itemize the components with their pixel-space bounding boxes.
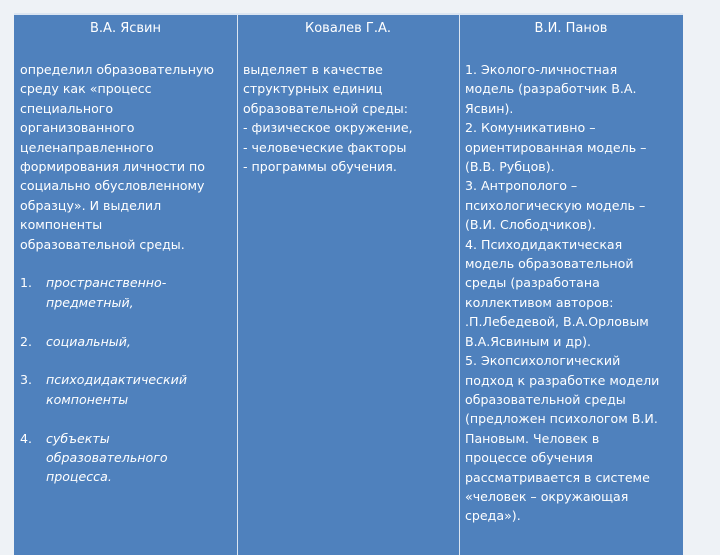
item-text: субъекты образовательного процесса. — [46, 430, 168, 485]
item-text: психодидактический компоненты — [46, 372, 188, 407]
item-text: пространственно- предметный, — [46, 275, 167, 310]
header-kovalev: Ковалев Г.А. — [305, 21, 391, 36]
component-list — [20, 273, 231, 486]
header-yasvin: В.А. Ясвин — [90, 21, 161, 36]
column-kovalev — [237, 15, 460, 555]
column-panov — [459, 15, 683, 555]
list-item — [20, 273, 231, 312]
comparison-table — [14, 13, 683, 555]
yasvin-text: определил образовательную среду как «процесс специального организованного целенаправленного формирования личности по социально обусловленному образцу». И выделил компоненты образовательной среды. — [20, 62, 214, 252]
column-yasvin — [14, 15, 238, 555]
item-text: социальный, — [46, 333, 131, 349]
item-number: 1. — [20, 275, 33, 291]
panov-text: 1. Эколого-личностная модель (разработчик В.А. Ясвин). 2. Комуникативно – ориентированная модель – (В.В. Рубцов). 3. Антрополого – психологическую модель – (В.И. Слободчиков). 4. Психодидактическая модель образовательной среды (разработана коллективом авторов: .П.Лебедевой, В.А.Орловым В.А.Ясвиным и др). 5. Экопсихологический подход к разработке модели образовательной среды (предложен психологом В.И. Пановым. Человек в процессе обучения рассматривается в системе «человек – окружающая среда»). — [465, 62, 660, 524]
header-panov: В.И. Панов — [534, 21, 608, 36]
list-item — [20, 332, 231, 351]
list-item — [20, 429, 231, 487]
item-number: 4. — [20, 430, 33, 446]
item-number: 2. — [20, 333, 33, 349]
kovalev-text: выделяет в качестве структурных единиц образовательной среды: - физическое окружение, - человеческие факторы - программы обучения. — [243, 62, 413, 175]
list-item — [20, 370, 231, 409]
item-number: 3. — [20, 372, 33, 388]
